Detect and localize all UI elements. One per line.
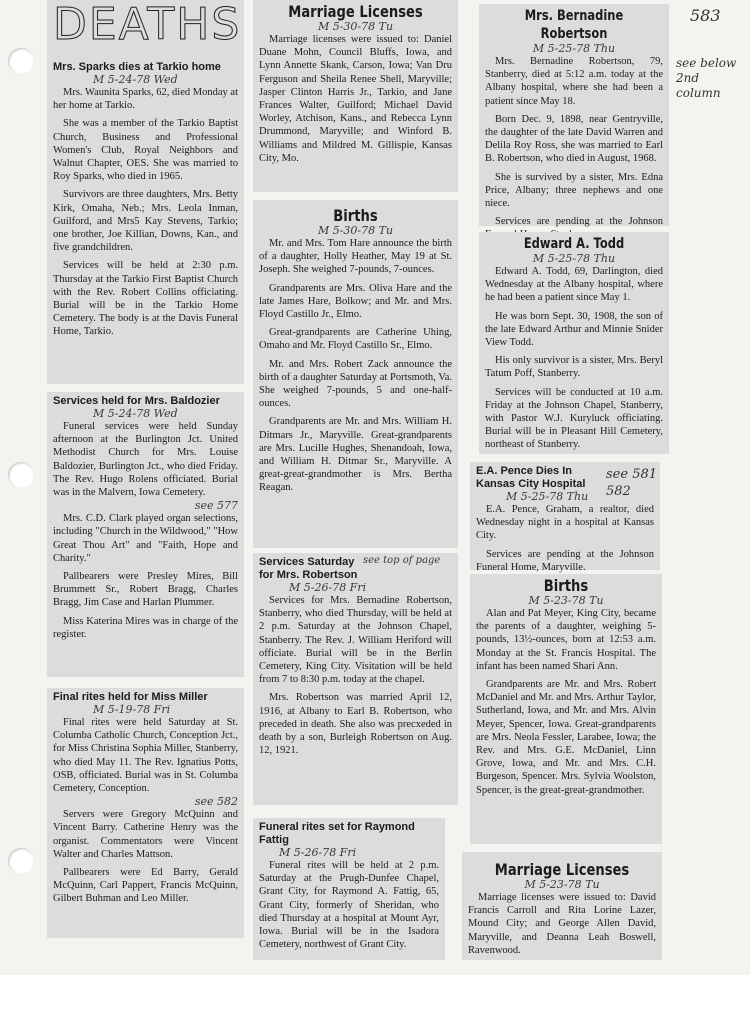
robertson-paragraph: She is survived by a sister, Mrs. Edna Price, Albany; three nephews and one niece. xyxy=(485,171,663,210)
sparks-paragraph: Survivors are three daughters, Mrs. Betty Kirk, Omaha, Neb.; Mrs. Leola Inman, Guilford, and Mrs5 Kay Stevens, Tarkio; one brother, Joe Killian, Downs, Kan., and five grandchildren. xyxy=(53,189,238,254)
pence-see-note: see 581 582 xyxy=(606,467,658,499)
clipping-baldozier xyxy=(47,392,244,677)
baldozier-headline: Services held for Mrs. Baldozier xyxy=(53,395,220,407)
births1-paragraph: Grandparents are Mr. and Mrs. William H. Ditmars Jr., Maryville. Great-grandparents are Mrs. Lucille Hughes, Shenandoah, Iowa, and William H. Ditmar Sr., Maryville. A great-great-grandmother is Mrs. Bertha Reagan. xyxy=(259,416,452,494)
baldozier-see-note: see 577 xyxy=(194,499,238,513)
miller-paragraph: Final rites were held Saturday at St. Columba Catholic Church, Conception Jct., for Miss Christina Sophia Miller, Stanberry, who died May 11. The Rev. Ignatius Potts, OSB, officiated. Burial was in St. Columba Cemetery, Conception. xyxy=(53,717,238,795)
baldozier-paragraph: Pallbearers were Presley Mires, Bill Brummett Sr., Robert Bragg, Charles Bragg, Jim Case and Harlan Plummer. xyxy=(53,571,238,609)
miller-date-note: M 5-19-78 Fri xyxy=(93,703,171,716)
births1-paragraph: Great-grandparents are Catherine Uhing, Omaho and Mr. Floyd Castillo Sr., Elmo. xyxy=(259,327,452,352)
robertson-services-paragraph: Mrs. Robertson was married April 12, 1916, at Albany to Earl B. Robertson, who preceded in death. She also was precxeded in death by a son, Burleigh Robertson on Aug. 12, 1921. xyxy=(259,692,452,757)
clipping-miller xyxy=(47,688,244,938)
births1-paragraph: Mr. and Mrs. Tom Hare announce the birth of a daughter, Holly Heather, May 19 at St. Joseph. She weighed 7-pounds, 7-ounces. xyxy=(259,238,452,276)
births1-paragraph: Mr. and Mrs. Robert Zack announce the birth of a daughter Saturday at Portsmoth, Va. She weighed 7-pounds, 5 and one-half-ounces. xyxy=(259,358,452,410)
marriage1-date-note: M 5-30-78 Tu xyxy=(317,20,394,33)
todd-headline: Edward A. Todd xyxy=(523,236,625,252)
deaths-heading: DEATHS xyxy=(53,0,242,50)
robertson-paragraph: Services are pending at the Johnson xyxy=(495,216,663,228)
births2-date-note: M 5-23-78 Tu xyxy=(528,594,604,607)
robertson-date-note: M 5-25-78 Thu xyxy=(532,42,616,55)
clipping-fattig xyxy=(253,818,445,960)
marriage2-date-note: M 5-23-78 Tu xyxy=(524,878,600,891)
binder-hole xyxy=(8,48,34,74)
births1-date-note: M 5-30-78 Tu xyxy=(317,224,394,237)
todd-paragraph: His only survivor is a sister, Mrs. Beryl Tatum Poff, Stanberry. xyxy=(485,355,663,380)
binder-hole xyxy=(8,848,34,874)
clipping-sparks xyxy=(47,0,244,384)
miller-headline: Final rites held for Miss Miller xyxy=(53,691,208,703)
miller-see-note: see 582 xyxy=(194,795,238,809)
sparks-date-note: M 5-24-78 Wed xyxy=(93,73,178,86)
robertson-services-paragraph: Services for Mrs. Bernadine Robertson, Stanberry, who died Thursday, will be held at 2 p.m. Saturday at the Johnson Chapel, Stanberry. The Rev. J. William Heriford will officiate. Burial will be in the Berlin Cemetery, King City. Visitation will be held from 7 to 8:30 p.m. today at the chapel. xyxy=(259,595,452,686)
pence-date-note: M 5-25-78 Thu xyxy=(506,490,589,503)
clipping-robertson-obituary xyxy=(479,4,669,226)
births2-headline: Births xyxy=(543,576,589,595)
fattig-paragraph: Funeral rites will be held at 2 p.m. Saturday at the Prugh-Dunfee Chapel, Grant City, for Raymond A. Fattig, 65, Grant City, formerly of Sheridan, who died Thursday at a hospital at Mount Ayr, Iowa. Burial will be in the Isadora Cemetery, northwest of Grant City. xyxy=(259,860,439,951)
clipping-todd xyxy=(479,232,669,454)
robertson-services-date-note: M 5-26-78 Fri xyxy=(289,581,367,594)
clipping-marriage-licenses-2 xyxy=(462,852,662,960)
births1-paragraph: Grandparents are Mrs. Oliva Hare and the late James Hare, Bolkow; and Mr. and Mrs. Floyd Castillo Jr., Elmo. xyxy=(259,282,452,321)
robertson-paragraph: Born Dec. 9, 1898, near Gentryville, the daughter of the late David Warren and Delila Roy Ross, she was married to Earl B. Robertson, who died in August, 1968. xyxy=(485,113,663,165)
todd-paragraph: Services will be conducted at 10 a.m. Friday at the Johnson Chapel, Stanberry, with Pastor W.J. Kuryluck officiating. Burial will be in Pleasant Hill Cemetery, northeast of Stanberry. xyxy=(485,386,663,451)
sparks-paragraph: Mrs. Waunita Sparks, 62, died Monday at her home at Tarkio. xyxy=(53,87,238,112)
clipping-robertson-services xyxy=(253,553,458,805)
sparks-paragraph: She was a member of the Tarkio Baptist Church, Business and Professional Women's Club, Royal Neighbors and Walnut Chapter, OES. She was married to Roy Sparks, who died in 1965. xyxy=(53,118,238,183)
fattig-headline: Funeral rites set for Raymond Fattig xyxy=(259,821,415,846)
marriage1-paragraph: Marriage licenses were issued to: Daniel Duane Mohn, Council Bluffs, Iowa, and Lynn Annette Skank, Carson, Iowa; Van Dru Ferguson and Sheila Renee Shell, Maryville; Jasper Clinton Harris Jr., Tarkio, and Jane Frances Walter, Guilford; Michael David Worley, Atchison, Kans., and Rebecca Lynn Drummond, Maryville; and Winford B. Williams and Mildred M. Gillispie, Kansas City, Mo. xyxy=(259,34,452,164)
births2-paragraph: Alan and Pat Meyer, King City, became the parents of a daughter, weighing 5-pounds, 13½-ounces, born at 12:53 a.m. Monday at the St. Francis Hospital. The infant has been named Shari Ann. xyxy=(476,608,656,672)
fattig-date-note: M 5-26-78 Fri xyxy=(279,846,357,859)
baldozier-paragraph: Mrs. C.D. Clark played organ selections, including "Church in the Wildwood," "How Great Thou Art" and "Faith, Hope and Charity." xyxy=(53,513,238,564)
sparks-headline: Mrs. Sparks dies at Tarkio home xyxy=(53,61,221,73)
miller-paragraph: Servers were Gregory McQuinn and Vincent Barry. Catherine Henry was the organist. Commentators were Vincent Walter and Charles Mattson. xyxy=(53,809,238,860)
baldozier-paragraph: Miss Katerina Mires was in charge of the register. xyxy=(53,615,238,640)
robertson-services-headline: Services Saturday for Mrs. Robertson xyxy=(259,556,358,581)
clipping-births-2 xyxy=(470,574,662,844)
baldozier-paragraph: Funeral services were held Sunday afternoon at the Burlington Jct. United Methodist Church for Mrs. Louise Baldozier, Burlington Jct., who died Friday. The Rev. Hugo Rolens officiated. Burial was in the Malvern, Iowa Cemetery. xyxy=(53,421,238,499)
robertson-services-see-note: see top of page xyxy=(363,555,441,566)
pence-paragraph: Services are pending at the Johnson Funeral Home, Maryville. xyxy=(476,548,654,573)
margin-note: see below 2nd column xyxy=(676,56,737,100)
marriage2-paragraph: Marriage licenses were issued to: David Francis Carroll and Rita Lorine Lazer, Mound City; and George Allen David, Maryville, and Deanna Leah Boswell, Ravenwood. xyxy=(468,892,656,956)
page-number: 583 xyxy=(690,6,721,25)
todd-date-note: M 5-25-78 Thu xyxy=(532,252,616,265)
marriage2-headline: Marriage Licenses xyxy=(494,860,630,879)
robertson-headline: Mrs. Bernadine Robertson xyxy=(524,8,624,42)
todd-paragraph: Edward A. Todd, 69, Darlington, died Wednesday at the Albany hospital, where he had been a patient since May 1. xyxy=(485,266,663,304)
births2-paragraph: Grandparents are Mr. and Mrs. Robert McDaniel and Mr. and Mrs. Arthur Taylor, Sutherland, Iowa, and Mr. and Mrs. Alvin Meyer, Spencer, Iowa. Great-grandparents are Mrs. Neola Fessler, Larabee, Iowa; the Rev. and Mrs. G.E. McDaniel, Linn Grove, Iowa, and Mr. and Mrs. C.H. Burgeson, Spencer. Mrs. Sylvia Woolston, Spencer, is the great-great-grandmother. xyxy=(476,679,656,796)
sparks-paragraph: Services will be held at 2:30 p.m. Thursday at the Tarkio First Baptist Church with the Rev. Robert Collins officiating. Burial will be in the Tarkio Home Cemetery. The body is at the Davis Funeral Home, Tarkio. xyxy=(53,260,238,338)
clipping-marriage-licenses xyxy=(253,0,458,192)
baldozier-date-note: M 5-24-78 Wed xyxy=(93,407,178,420)
marriage1-headline: Marriage Licenses xyxy=(288,2,423,21)
births1-headline: Births xyxy=(333,206,378,225)
robertson-paragraph: Mrs. Bernadine Robertson, 79, Stanberry, died at 5:12 a.m. today at the Albany hospital, where she had been a patient since May 18. xyxy=(485,56,663,107)
binder-hole xyxy=(8,462,34,488)
pence-headline: E.A. Pence Dies In Kansas City Hospital xyxy=(476,465,586,490)
pence-paragraph: E.A. Pence, Graham, a realtor, died Wednesday night in a hospital at Kansas City. xyxy=(476,504,654,542)
miller-paragraph: Pallbearers were Ed Barry, Gerald McQuinn, Carl Pappert, Francis McQuinn, Gilbert Buhman and Leo Miller. xyxy=(53,867,238,905)
clipping-births xyxy=(253,200,458,548)
todd-paragraph: He was born Sept. 30, 1908, the son of the late Edward Arthur and Minnie Snider View Todd. xyxy=(485,310,663,349)
